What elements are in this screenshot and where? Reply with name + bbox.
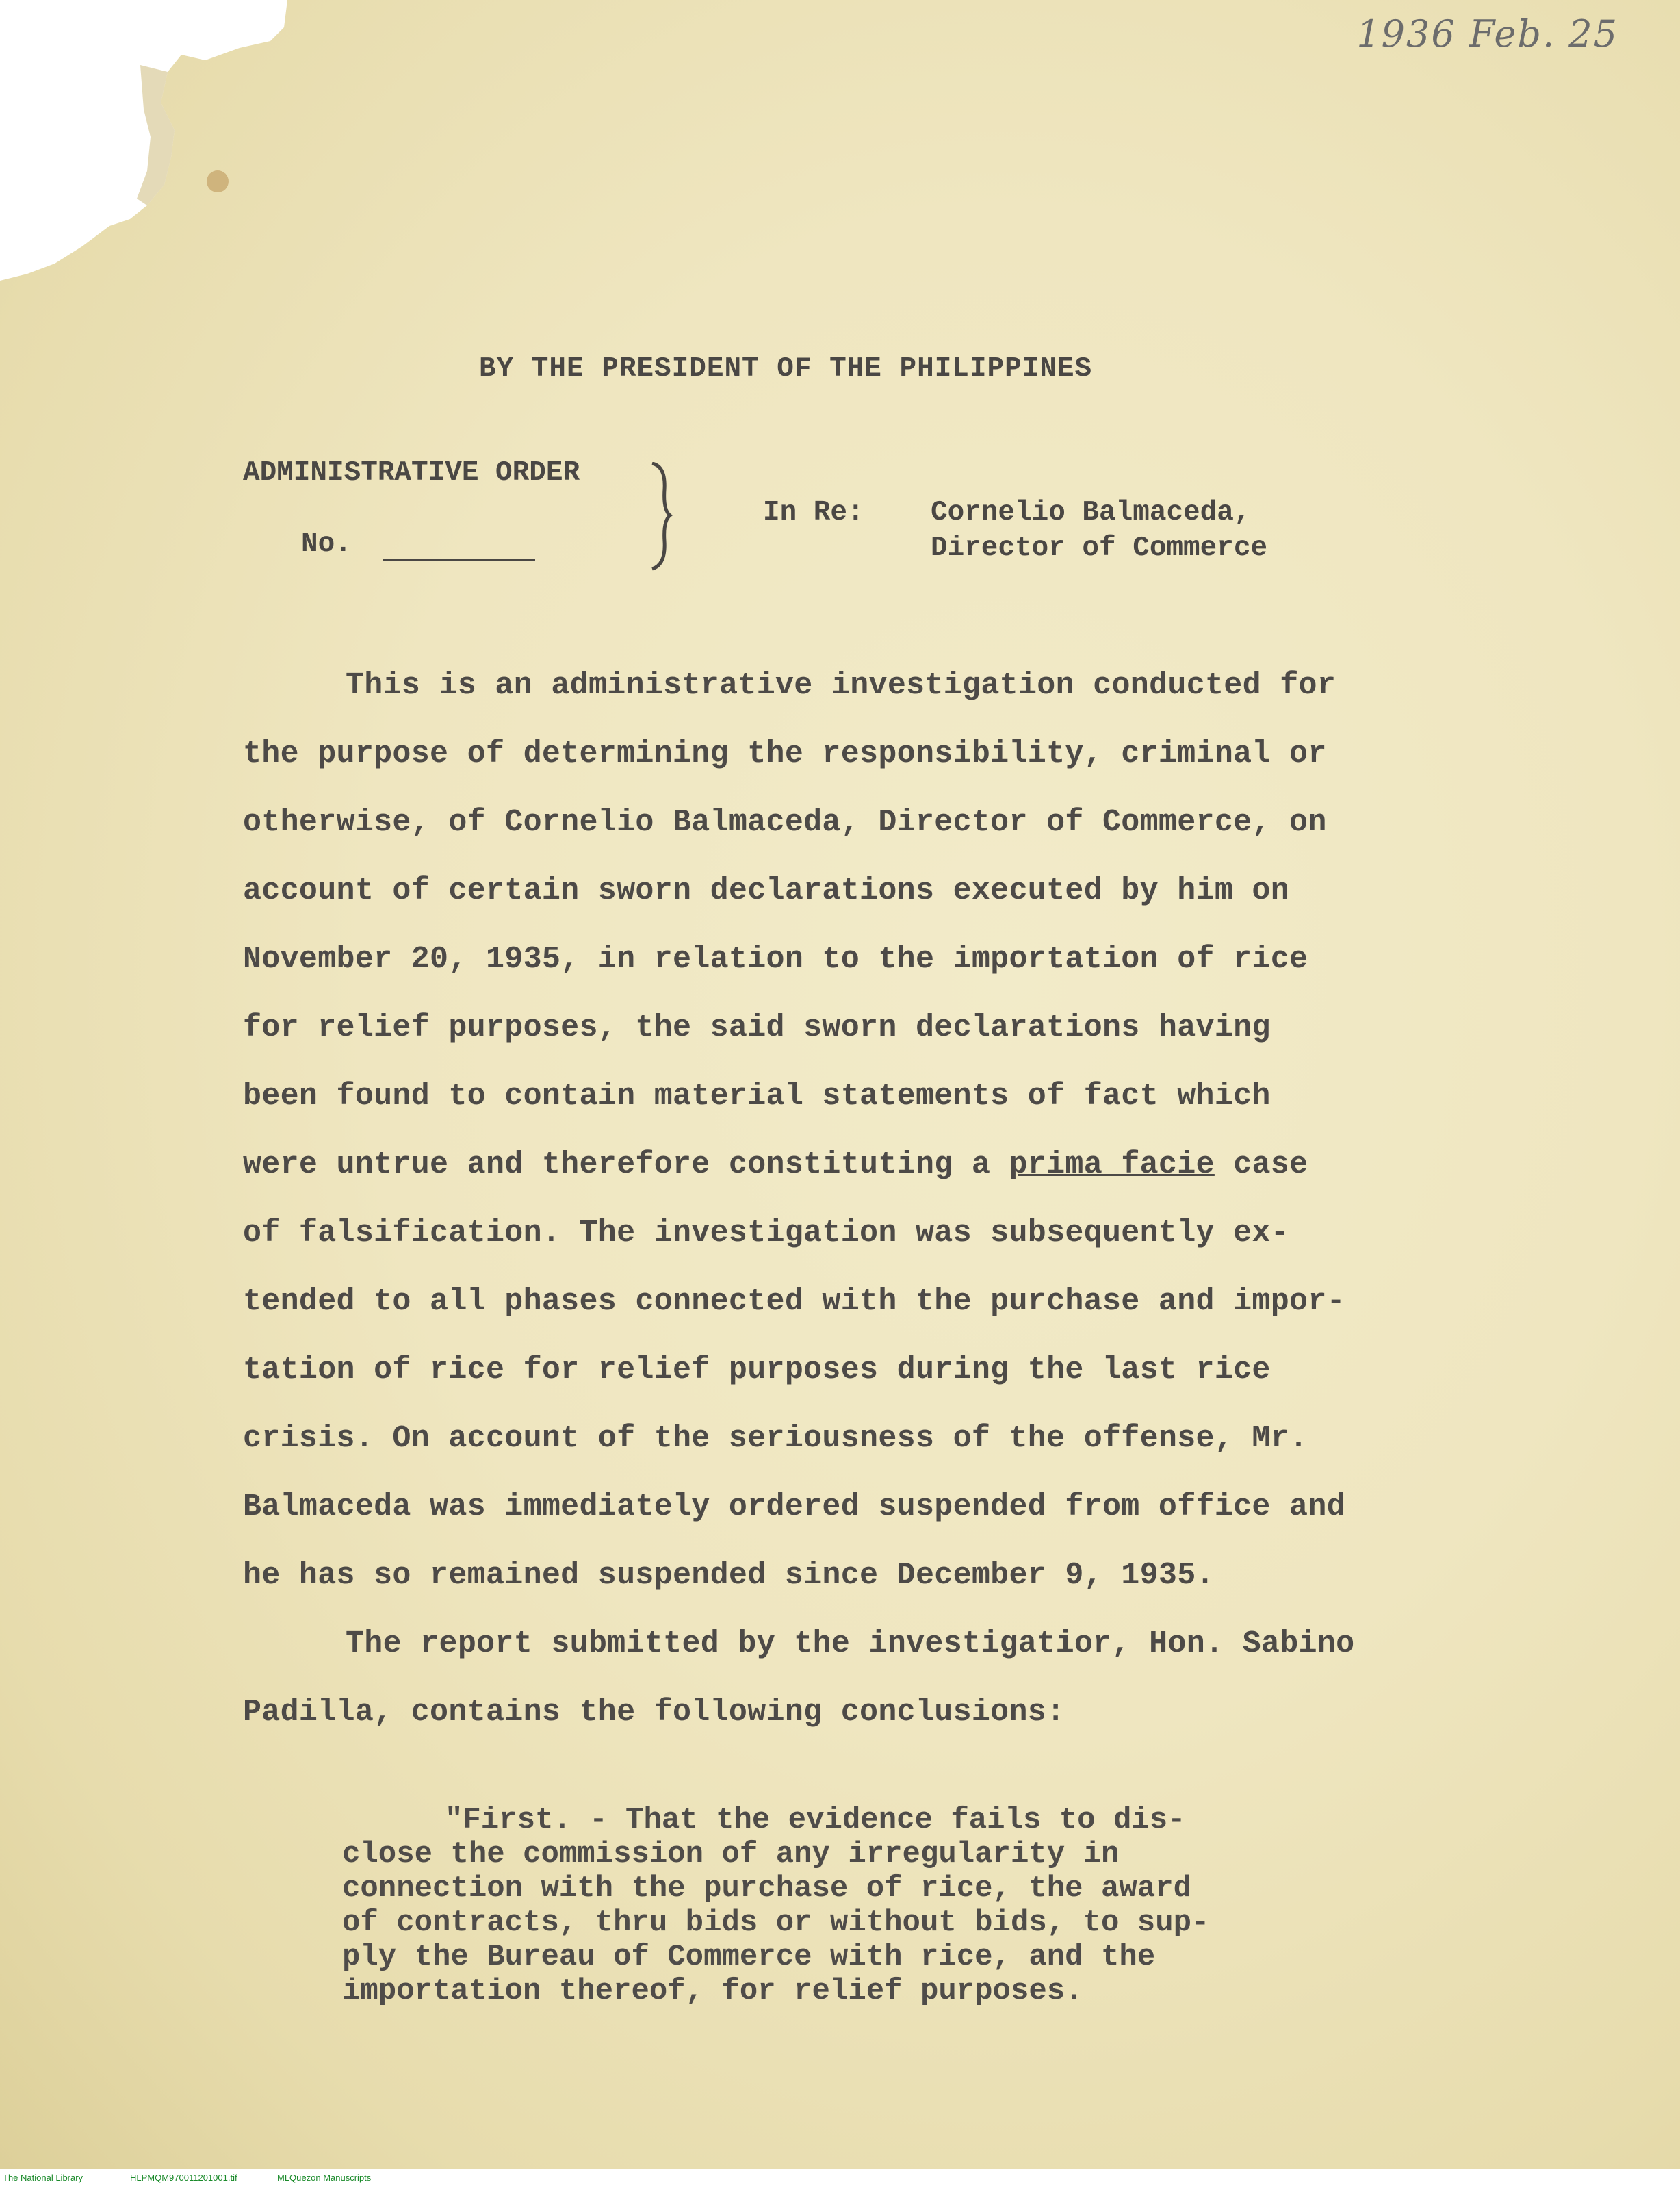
footer-collection: MLQuezon Manuscripts [277,2173,372,2183]
footer-institution: The National Library [3,2173,83,2183]
administrative-order-label: ADMINISTRATIVE ORDER [243,457,580,489]
quote-line: ply the Bureau of Commerce with rice, and the [342,1940,1156,1974]
paragraph-line: crisis. On account of the seriousness of the offense, Mr. [243,1421,1308,1456]
paragraph-line: tended to all phases connected with the purchase and impor- [243,1284,1345,1319]
underlined-latin-phrase: prima facie [1009,1147,1215,1182]
quote-line: connection with the purchase of rice, the award [342,1871,1192,1906]
quote-line: of contracts, thru bids or without bids, to sup- [342,1906,1210,1940]
in-re-title: Director of Commerce [931,533,1268,564]
paragraph-line: he has so remained suspended since December 9, 1935. [243,1558,1215,1593]
scan-footer [0,2169,1680,2187]
paragraph-line: otherwise, of Cornelio Balmaceda, Director of Commerce, on [243,805,1327,840]
order-number-blank [383,559,535,561]
paragraph-line: November 20, 1935, in relation to the importation of rice [243,942,1308,977]
quote-line: close the commission of any irregularity in [342,1837,1120,1871]
paragraph-line: This is an administrative investigation conducted for [346,668,1336,703]
paragraph-line: of falsification. The investigation was subsequently ex- [243,1216,1290,1251]
paragraph-line [243,1147,1482,1182]
paragraph-line: the purpose of determining the responsibility, criminal or [243,737,1327,771]
paragraph-line: been found to contain material statements of fact which [243,1079,1271,1114]
paragraph-line: Balmaceda was immediately ordered suspended from office and [243,1489,1345,1524]
line-text: case [1233,1147,1308,1182]
document-heading: BY THE PRESIDENT OF THE PHILIPPINES [479,353,1093,385]
footer-filename: HLPMQM970011201001.tif [130,2173,237,2183]
paragraph-line: tation of rice for relief purposes during the last rice [243,1353,1271,1387]
bracket-mark [647,462,674,572]
paragraph-line: Padilla, contains the following conclusions: [243,1695,1065,1730]
quote-line: importation thereof, for relief purposes. [342,1974,1083,2008]
order-number-label: No. [301,528,352,560]
paragraph-line: account of certain sworn declarations executed by him on [243,873,1290,908]
paragraph-line: for relief purposes, the said sworn declarations having [243,1010,1271,1045]
quote-line: "First. - That the evidence fails to dis- [445,1803,1186,1837]
in-re-label: In Re: [763,497,864,528]
handwritten-date: 1936 Feb. 25 [1356,12,1618,55]
torn-corner-edge [0,0,322,294]
paragraph-line: The report submitted by the investigatior, Hon. Sabino [346,1626,1355,1661]
in-re-name: Cornelio Balmaceda, [931,497,1251,528]
line-text: were untrue and therefore constituting a [243,1147,991,1182]
